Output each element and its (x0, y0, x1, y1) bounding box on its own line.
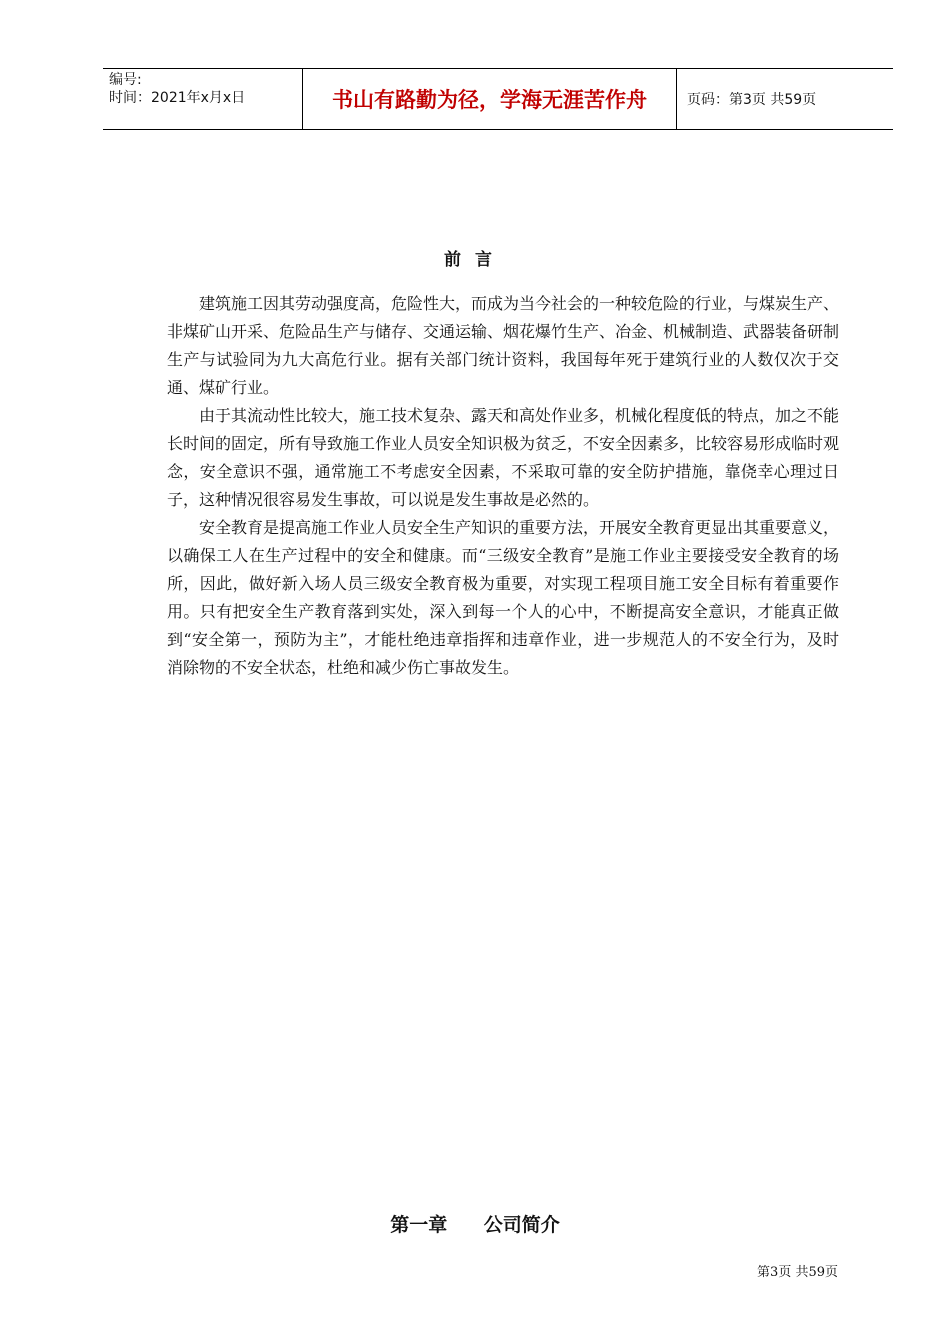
preface-paragraph-1: 建筑施工因其劳动强度高，危险性大，而成为当今社会的一种较危险的行业，与煤炭生产、非煤矿山开采、危险品生产与储存、交通运输、烟花爆竹生产、冶金、机械制造、武器装备研制生产与试验同为九大高危行业。据有关部门统计资料，我国每年死于建筑行业的人数仅次于交通、煤矿行业。 (167, 294, 840, 397)
time-label: 时间：2021年x月x日 (109, 90, 246, 106)
header-page-info: 页码：第3页 共59页 (687, 92, 817, 108)
page-header (103, 68, 893, 130)
preface-paragraph-3: 安全教育是提高施工作业人员安全生产知识的重要方法，开展安全教育更显出其重要意义，以确保工人在生产过程中的安全和健康。而“三级安全教育”是施工作业主要接受安全教育的场所，因此，做好新入场人员三级安全教育极为重要，对实现工程项目施工安全目标有着重要作用。只有把安全生产教育落到实处，深入到每一个人的心中，不断提高安全意识，才能真正做到“安全第一，预防为主”，才能杜绝违章指挥和违章作业，进一步规范人的不安全行为，及时消除物的不安全状态，杜绝和减少伤亡事故发生。 (167, 518, 840, 677)
preface-title: 前言 (444, 250, 506, 270)
page-footer: 第3页 共59页 (757, 1265, 838, 1280)
chapter-title: 第一章 公司简介 (390, 1214, 560, 1236)
header-meta (103, 69, 303, 129)
preface-body (167, 290, 839, 682)
header-motto: 书山有路勤为径，学海无涯苦作舟 (303, 69, 677, 129)
number-label: 编号: (109, 72, 142, 88)
preface-paragraph-2: 由于其流动性比较大，施工技术复杂、露天和高处作业多，机械化程度低的特点，加之不能长时间的固定，所有导致施工作业人员安全知识极为贫乏，不安全因素多，比较容易形成临时观念，安全意识不强，通常施工不考虑安全因素，不采取可靠的安全防护措施，靠侥幸心理过日子，这种情况很容易发生事故，可以说是发生事故是必然的。 (167, 406, 840, 509)
